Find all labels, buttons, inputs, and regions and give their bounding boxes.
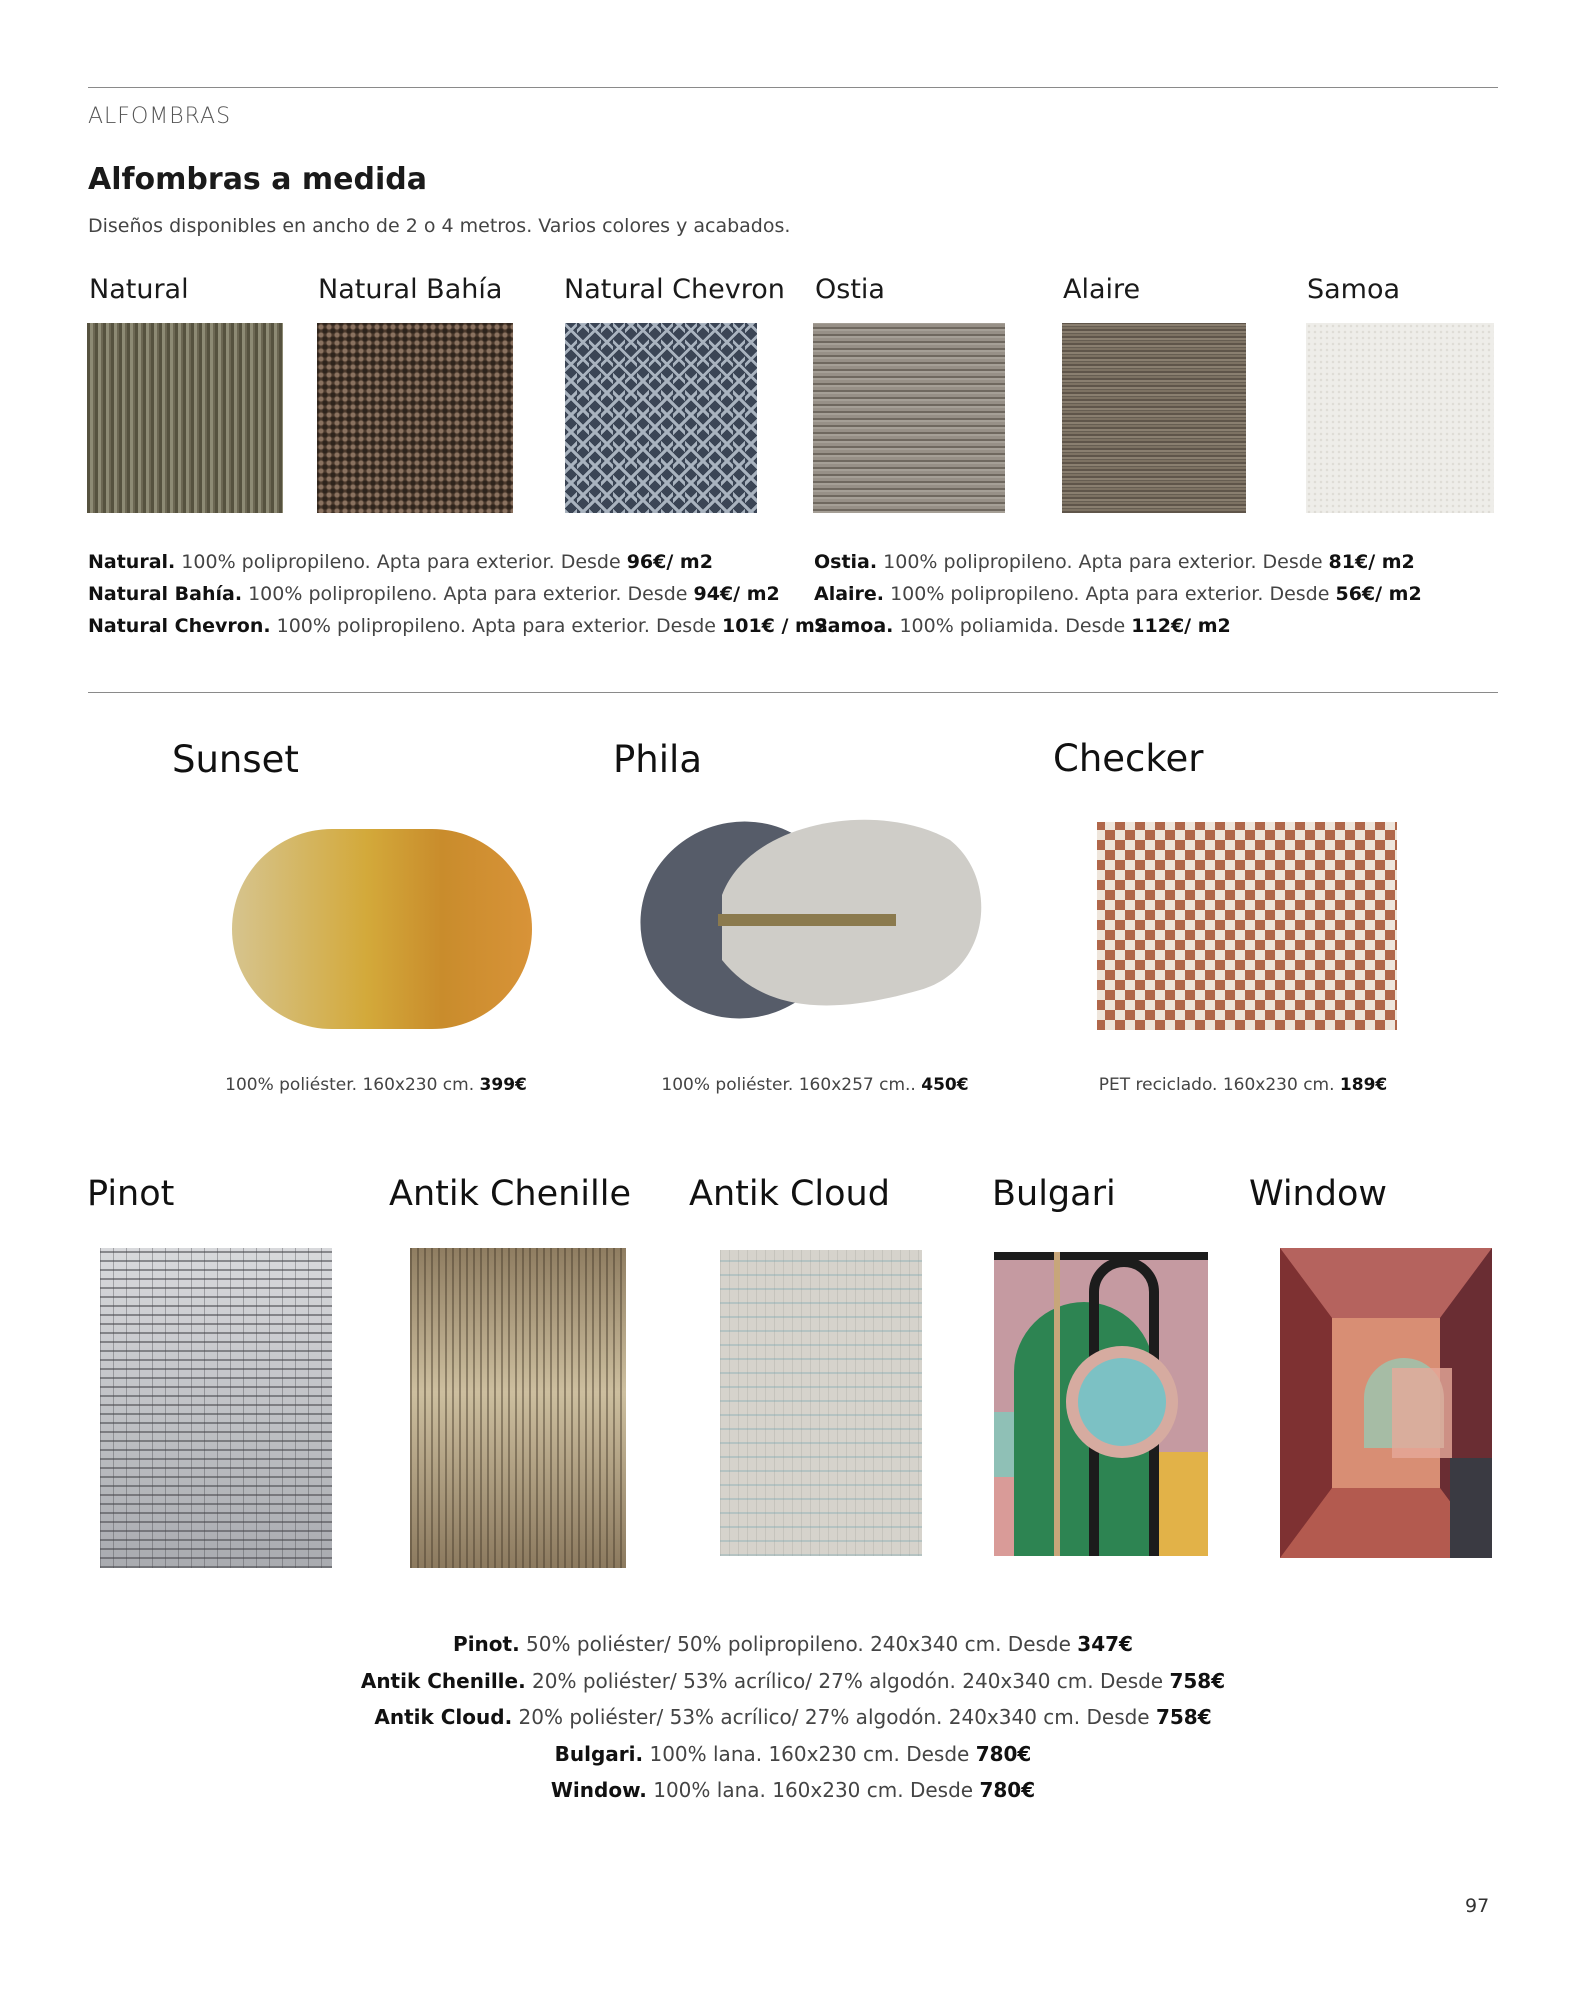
spec-price: 758€: [1155, 1705, 1212, 1729]
swatch-image-ostia: [813, 323, 1005, 513]
rug-caption-checker: [1043, 1075, 1443, 1095]
spec-name: Ostia.: [814, 551, 878, 573]
page-subheading: Diseños disponibles en ancho de 2 o 4 metros. Varios colores y acabados.: [88, 215, 791, 237]
spec-price: 112€/ m2: [1131, 615, 1231, 637]
spec-desc: 100% lana. 160x230 cm. Desde: [643, 1741, 976, 1766]
bottom-spec-antik-chenille: [0, 1663, 1586, 1700]
spec-name: Pinot.: [453, 1632, 520, 1656]
middle-divider: [88, 692, 1498, 693]
spec-price: 780€: [979, 1778, 1036, 1802]
page-heading: Alfombras a medida: [88, 162, 428, 197]
spec-desc: 100% poliamida. Desde: [893, 615, 1132, 637]
spec-name: Antik Chenille.: [360, 1668, 526, 1693]
rug-title-phila: Phila: [613, 738, 702, 781]
bottom-spec-pinot: [0, 1626, 1586, 1663]
top-divider: [88, 87, 1498, 88]
rug-caption-phila: [615, 1075, 1015, 1095]
rug-caption-desc: PET reciclado. 160x230 cm.: [1098, 1075, 1340, 1095]
spec-desc: 100% lana. 160x230 cm. Desde: [646, 1778, 980, 1802]
spec-desc: 100% polipropileno. Apta para exterior. Desde: [884, 583, 1336, 605]
rug-title-sunset: Sunset: [172, 738, 299, 781]
rug-caption-price: 189€: [1339, 1075, 1388, 1095]
swatch-specs-right: [814, 546, 1422, 642]
rug-caption-desc: 100% poliéster. 160x230 cm.: [225, 1075, 480, 1095]
spec-name: Samoa.: [814, 615, 894, 637]
rug-image-phila: [630, 800, 1000, 1040]
spec-price: 81€/ m2: [1328, 551, 1415, 573]
spec-desc: 20% poliéster/ 53% acrílico/ 27% algodón. 240x340 cm. Desde: [512, 1705, 1156, 1729]
spec-desc: 20% poliéster/ 53% acrílico/ 27% algodón. 240x340 cm. Desde: [525, 1668, 1170, 1693]
spec-line-natural: [88, 546, 828, 578]
swatch-name-ostia: Ostia: [815, 274, 885, 305]
spec-name: Natural Bahía.: [88, 583, 243, 605]
page-number: 97: [1465, 1895, 1490, 1917]
rug-title-checker: Checker: [1053, 737, 1204, 780]
spec-price: 96€/ m2: [626, 551, 713, 573]
spec-price: 101€ / m2: [722, 615, 829, 637]
rug-title-bulgari: Bulgari: [992, 1174, 1116, 1214]
spec-line-natural-bahia: [88, 578, 828, 610]
swatch-image-natural-chevron: [565, 323, 757, 513]
bottom-spec-antik-cloud: [0, 1699, 1586, 1736]
spec-price: 56€/ m2: [1335, 583, 1422, 605]
spec-name: Alaire.: [814, 583, 885, 605]
spec-line-alaire: [814, 578, 1422, 610]
bottom-specs: [0, 1626, 1586, 1809]
rug-image-antik-chenille: [410, 1248, 626, 1568]
spec-price: 347€: [1077, 1632, 1133, 1656]
spec-desc: 50% poliéster/ 50% polipropileno. 240x340 cm. Desde: [519, 1632, 1078, 1656]
rug-image-sunset: [210, 815, 545, 1045]
spec-desc: 100% polipropileno. Apta para exterior. Desde: [175, 551, 627, 573]
swatch-image-natural: [87, 323, 283, 513]
spec-line-samoa: [814, 610, 1422, 642]
swatch-image-natural-bahia: [317, 323, 513, 513]
rug-image-window: [1280, 1248, 1492, 1558]
spec-price: 758€: [1169, 1668, 1226, 1693]
swatch-specs-left: [88, 546, 828, 642]
spec-price: 780€: [975, 1741, 1032, 1766]
rug-caption-price: 450€: [921, 1075, 969, 1095]
swatch-image-alaire: [1062, 323, 1246, 513]
spec-name: Window.: [550, 1778, 647, 1802]
spec-name: Bulgari.: [554, 1741, 644, 1766]
spec-name: Natural Chevron.: [88, 615, 271, 637]
rug-title-antik-chenille: Antik Chenille: [389, 1174, 632, 1214]
rug-title-antik-cloud: Antik Cloud: [689, 1174, 890, 1214]
bottom-spec-window: [0, 1772, 1586, 1809]
rug-image-pinot: [100, 1248, 332, 1568]
rug-caption-sunset: [176, 1075, 576, 1095]
spec-desc: 100% polipropileno. Apta para exterior. Desde: [270, 615, 722, 637]
swatch-name-natural: Natural: [89, 274, 189, 305]
spec-price: 94€/ m2: [693, 583, 780, 605]
spec-line-ostia: [814, 546, 1422, 578]
rug-title-pinot: Pinot: [87, 1174, 175, 1214]
rug-image-bulgari: [994, 1252, 1208, 1556]
rug-image-checker: [1095, 820, 1400, 1035]
rug-image-antik-cloud: [720, 1250, 922, 1556]
section-label: ALFOMBRAS: [88, 104, 232, 129]
spec-desc: 100% polipropileno. Apta para exterior. Desde: [242, 583, 694, 605]
spec-line-natural-chevron: [88, 610, 828, 642]
spec-name: Natural.: [88, 551, 176, 573]
swatch-name-natural-bahia: Natural Bahía: [318, 274, 503, 305]
swatch-name-natural-chevron: Natural Chevron: [564, 274, 785, 305]
swatch-name-alaire: Alaire: [1063, 274, 1141, 305]
rug-title-window: Window: [1249, 1174, 1388, 1214]
spec-name: Antik Cloud.: [374, 1705, 513, 1729]
spec-desc: 100% polipropileno. Apta para exterior. Desde: [877, 551, 1329, 573]
bottom-spec-bulgari: [0, 1736, 1586, 1773]
rug-caption-price: 399€: [479, 1075, 527, 1095]
swatch-name-samoa: Samoa: [1307, 274, 1401, 305]
rug-caption-desc: 100% poliéster. 160x257 cm..: [661, 1075, 922, 1095]
swatch-image-samoa: [1306, 323, 1494, 513]
